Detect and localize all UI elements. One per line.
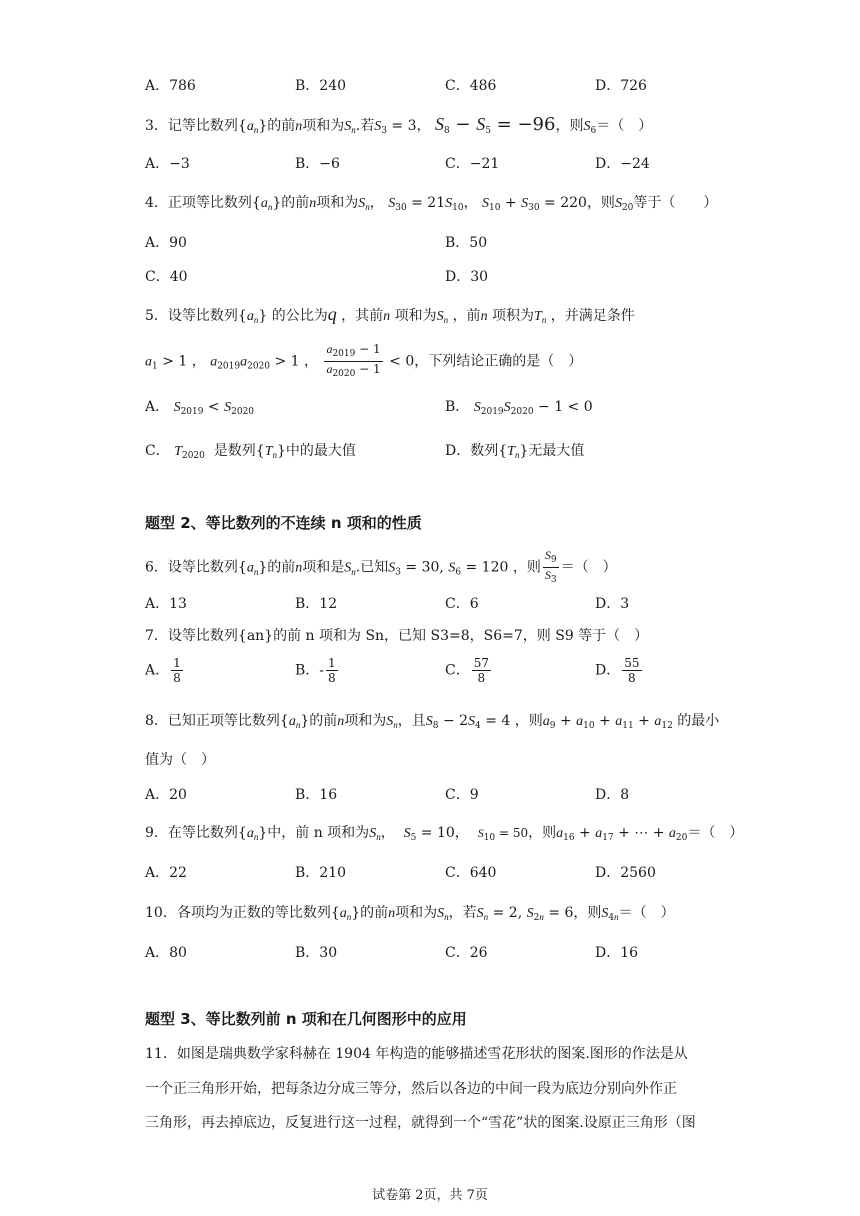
q10-stem: 10．各项均为正数的等比数列$\{a_n\}$的前n项和为$S_n$，若$S_n = 2$, $S_{2n} = 6$，则$S_{4n}=$（ ） [145,905,675,923]
q8-text: ，且 [397,713,426,729]
q5-option-b: B． $S_{2019}S_{2020} - 1 < 0$ [445,399,593,417]
q5-text: ，下列结论正确的是（ ） [414,353,583,370]
q5-text: 的公比为 [271,308,328,324]
q6-option-a: A．13 [145,596,187,612]
q7-numerator: 55 [624,656,640,670]
section-3-title: 题型 3、等比数列前 n 项和在几何图形中的应用 [145,1010,467,1028]
q9-text: ， [380,825,395,841]
q4-option-d: D．30 [445,269,489,285]
q10-text: ，若 [448,905,477,921]
q9-text: ， [454,825,469,841]
q2-option-b: B．240 [295,78,347,94]
q4-text: 等于（ ） [633,195,718,211]
q11-line-2: 一个正三角形开始，把每条边分成三等分，然后以各边的中间一段为底边分别向外作正 [145,1081,677,1097]
q3-stem: 3．记等比数列$\{a_n\}$的前n项和为$S_n$.若$S_3 = 3$， $S_8 - S_5 = -96$，则$S_6=$（ ） [145,114,653,136]
q5-text: 是数列 [213,443,256,459]
q8-text: 8．已知正项等比数列 [145,713,280,729]
q5-text: 无最大值 [528,443,585,459]
q4-option-c: C．40 [145,269,188,285]
q8-text: 项和为 [344,713,387,729]
q3-text: 项和为 [302,118,345,134]
q6-text: .已知 [355,559,389,576]
q10-text: 的前 [360,905,389,921]
q7-option-d [595,656,644,685]
q8-text: 的前 [309,713,338,729]
q2-option-c: C．486 [445,78,497,94]
q7-denominator: 8 [477,671,486,685]
q8-option-d: D．8 [595,787,630,803]
q3-option-b: B．−6 [295,156,340,172]
q3-text: 3．记等比数列 [145,118,238,134]
q7-stem: 7．设等比数列{an}的前 n 项和为 Sn，已知 S3=8，S6=7，则 S9 等于（ ） [145,628,649,644]
q10-option-c: C．26 [445,945,488,961]
q4-stem: 4．正项等比数列$\{a_n\}$的前n项和为$S_n$， $S_{30} = 21S_{10}$， $S_{10} + S_{30} = 220$，则$S_{20}$等于（ ） [145,195,718,213]
q9-option-c: C．640 [445,865,497,881]
q8-stem-continued: 值为（ ） [145,752,215,768]
q6-option-d: D．3 [595,596,630,612]
q3-text: ，则 [555,118,584,134]
q8-option-c: C．9 [445,787,479,803]
q6-option-b: B．12 [295,596,338,612]
q7-numerator: 1 [173,656,181,670]
q9-text: 9．在等比数列 [145,825,238,841]
q6-text: 6．设等比数列 [145,559,238,576]
q10-text: 项和为 [395,905,438,921]
q3-option-a: A．−3 [145,156,190,172]
q5-option-label: C． [145,443,170,459]
q7-option-c [445,656,493,685]
q5-option-label: B． [445,399,470,415]
page-footer: 试卷第 2页，共 7页 [372,1188,488,1203]
q8-option-b: B．16 [295,787,338,803]
q5-text: 项和为 [394,308,437,324]
q3-text: ＝（ ） [596,118,653,134]
q5-option-d: D．数列$\{T_n\}$无最大值 [445,443,585,460]
q3-option-d: D．−24 [595,156,650,172]
q8-option-a: A．20 [145,787,187,803]
q10-option-b: B．30 [295,945,338,961]
q2-option-a: A．786 [145,78,196,94]
q8-stem: 8．已知正项等比数列$\{a_n\}$的前n项和为$S_n$，且$S_8 - 2S_4 = 4$ ，则$a_9 + a_{10} + a_{11} + a_{12}$ 的最小 [145,713,720,731]
q3-text: .若 [355,118,375,134]
q7-numerator: 1 [328,656,336,670]
q7-option-label: A． [145,662,170,679]
q7-denominator: 8 [628,671,636,685]
q5-option-label: D．数列 [445,443,499,459]
q6-text: ，则 [512,559,541,576]
q4-text: 的前 [281,195,310,211]
q2-option-d: D．726 [595,78,647,94]
q7-denominator: 8 [328,671,336,685]
q5-text: 中的最大值 [285,443,356,459]
q7-option-label: B．- [295,662,325,679]
q7-denominator: 8 [173,671,181,685]
q4-option-b: B．50 [445,235,488,251]
q9-option-a: A．22 [145,865,187,881]
q7-option-label: C． [445,662,470,679]
q6-option-c: C．6 [445,596,479,612]
q3-text: 的前 [267,118,296,134]
q3-option-c: C．−21 [445,156,500,172]
q9-stem: 9．在等比数列$\{a_n\}$中，前 n 项和为$S_n$， $S_5 = 10$， $S_{10} = 50$，则$a_{16} + a_{17}$ + ⋯ + $a_{20}=$（ ） [145,825,744,843]
q11-line-3: 三角形，再去掉底边，反复进行这一过程，就得到一个“雪花”状的图案.设原正三角形（图 [145,1115,696,1131]
q5-text: 项积为 [492,308,535,324]
q10-text: ，则 [573,905,602,921]
q5-option-c: C． $T_{2020}$ 是数列$\{T_n\}$中的最大值 [145,443,356,461]
q5-stem: 5．设等比数列$\{a_n\}$ 的公比为q ，其前n 项和为$S_n$ ，前n 项积为$T_n$ ，并满足条件 [145,304,635,325]
q6-text: 项和是 [302,559,345,576]
q9-text: 中，前 n 项和为 [267,825,370,841]
q6-text: ＝（ ） [560,559,617,576]
q5-text: ，并满足条件 [550,308,635,324]
q5-option-label: A． [145,399,170,415]
q5-option-a: A． $S_{2019} < S_{2020}$ [145,399,255,417]
section-2-title: 题型 2、等比数列的不连续 n 项和的性质 [145,514,422,532]
q9-option-d: D．2560 [595,865,656,881]
q7-option-label: D． [595,662,621,679]
q4-option-a: A．90 [145,235,187,251]
q4-text: ，则 [586,195,615,211]
q8-text: 的最小 [677,713,720,729]
q9-text: ，则 [528,825,557,841]
q7-option-b [295,656,340,685]
q10-text: 10．各项均为正数的等比数列 [145,905,331,921]
q5-text: 5．设等比数列 [145,308,238,324]
q8-text: ，则 [514,713,543,729]
q4-text: 4．正项等比数列 [145,195,252,211]
q9-option-b: B．210 [295,865,347,881]
q10-option-d: D．16 [595,945,639,961]
q4-text: 项和为 [316,195,359,211]
q5-conditions: $a_1 > 1$ ， $a_{2019}a_{2020} > 1$ ， $\frac{a_{2019} - 1}{a_{2020} - 1}$ < 0，下列结论正确的是（ ） [145,342,583,379]
q6-text: 的前 [267,559,296,576]
q10-text: ＝（ ） [618,905,675,921]
q5-text: ，前 [452,308,481,324]
q9-text: ＝（ ） [687,825,744,841]
q7-option-a [145,656,185,685]
q5-text: ，其前 [341,308,384,324]
q7-numerator: 57 [473,656,489,670]
q11-line-1: 11．如图是瑞典数学家科赫在 1904 年构造的能够描述雪花形状的图案.图形的作法是从 [145,1046,688,1062]
q6-stem: 6．设等比数列$\{a_n\}$的前n项和是$S_n$.已知$S_3 = 30$, $S_6 = 120$ ，则 $\frac{S_9}{S_3}$ ＝（ ） [145,548,617,585]
q10-option-a: A．80 [145,945,187,961]
